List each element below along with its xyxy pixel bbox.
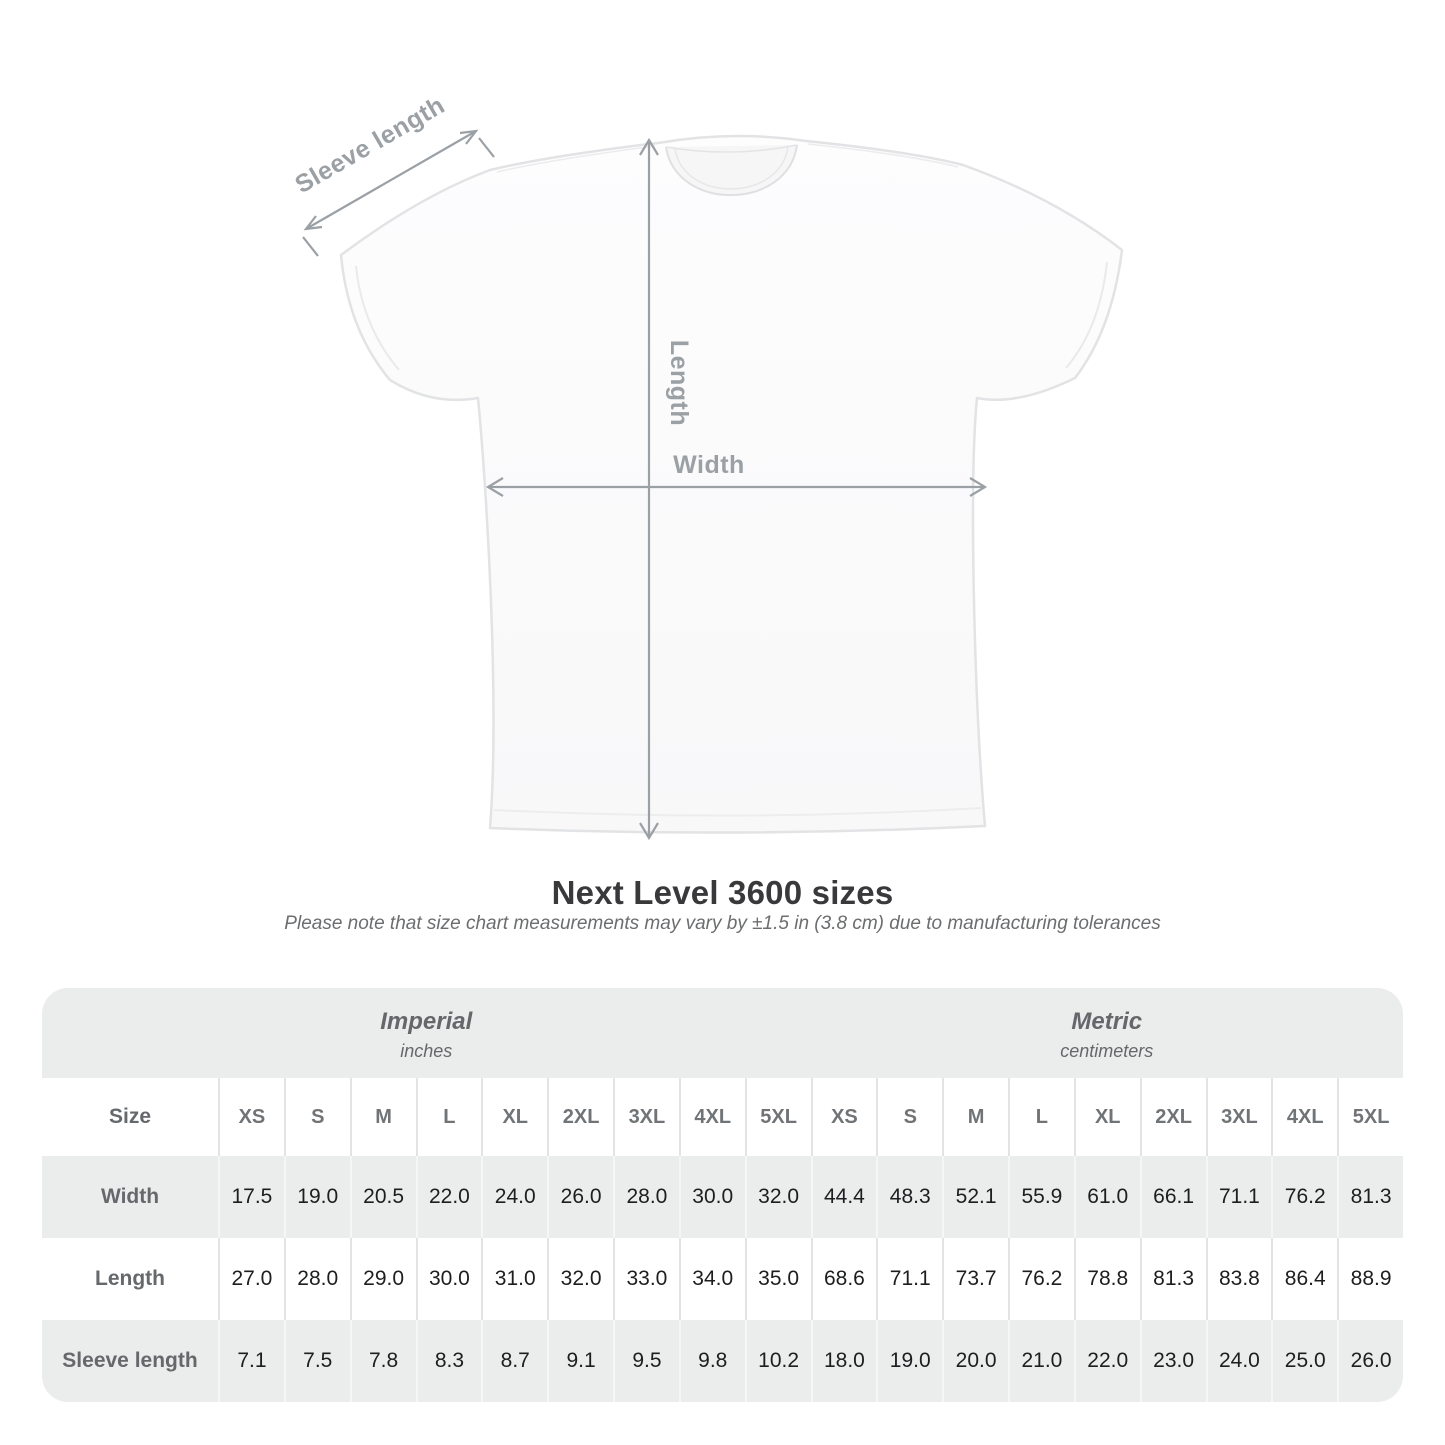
measure-cell: 9.5 bbox=[613, 1320, 679, 1402]
width-label: Width bbox=[673, 451, 745, 479]
imperial-title: Imperial bbox=[380, 1008, 473, 1035]
sleeve-length-label: Sleeve length bbox=[290, 91, 450, 200]
size-col-header: 4XL bbox=[679, 1078, 745, 1156]
size-col-header: XL bbox=[481, 1078, 547, 1156]
measure-cell: 22.0 bbox=[416, 1156, 482, 1238]
measure-cell: 76.2 bbox=[1008, 1238, 1074, 1320]
size-col-header: XS bbox=[811, 1078, 877, 1156]
size-header-row bbox=[42, 1078, 1403, 1156]
measure-cell: 20.0 bbox=[942, 1320, 1008, 1402]
size-col-header: XL bbox=[1074, 1078, 1140, 1156]
measure-cell: 66.1 bbox=[1140, 1156, 1206, 1238]
size-col-header: S bbox=[284, 1078, 350, 1156]
measure-cell: 26.0 bbox=[547, 1156, 613, 1238]
measure-cell: 83.8 bbox=[1206, 1238, 1272, 1320]
row-label: Width bbox=[100, 1185, 160, 1208]
measure-cell: 19.0 bbox=[876, 1320, 942, 1402]
width-row bbox=[42, 1156, 1403, 1238]
measure-cell: 68.6 bbox=[811, 1238, 877, 1320]
sizes-table bbox=[42, 988, 1403, 1402]
size-col-header: 5XL bbox=[745, 1078, 811, 1156]
size-col-header: M bbox=[942, 1078, 1008, 1156]
size-col-header: 2XL bbox=[547, 1078, 613, 1156]
size-col-header: 4XL bbox=[1271, 1078, 1337, 1156]
measure-cell: 35.0 bbox=[745, 1238, 811, 1320]
measure-cell: 33.0 bbox=[613, 1238, 679, 1320]
size-col-header: XS bbox=[218, 1078, 284, 1156]
measure-cell: 8.7 bbox=[481, 1320, 547, 1402]
size-col-header: L bbox=[1008, 1078, 1074, 1156]
measure-cell: 25.0 bbox=[1271, 1320, 1337, 1402]
size-header-label: Size bbox=[108, 1105, 152, 1128]
length-row bbox=[42, 1238, 1403, 1320]
measure-cell: 61.0 bbox=[1074, 1156, 1140, 1238]
measure-cell: 78.8 bbox=[1074, 1238, 1140, 1320]
measure-cell: 17.5 bbox=[218, 1156, 284, 1238]
measure-cell: 76.2 bbox=[1271, 1156, 1337, 1238]
measure-cell: 19.0 bbox=[284, 1156, 350, 1238]
size-col-header: 3XL bbox=[1206, 1078, 1272, 1156]
measure-cell: 32.0 bbox=[547, 1238, 613, 1320]
measure-cell: 7.1 bbox=[218, 1320, 284, 1402]
measure-cell: 29.0 bbox=[350, 1238, 416, 1320]
measure-cell: 10.2 bbox=[745, 1320, 811, 1402]
measure-cell: 31.0 bbox=[481, 1238, 547, 1320]
unit-group-header bbox=[42, 988, 1403, 1078]
measure-cell: 73.7 bbox=[942, 1238, 1008, 1320]
size-col-header: 5XL bbox=[1337, 1078, 1403, 1156]
size-col-header: S bbox=[876, 1078, 942, 1156]
row-label: Length bbox=[95, 1267, 165, 1290]
measure-cell: 8.3 bbox=[416, 1320, 482, 1402]
measure-cell: 30.0 bbox=[416, 1238, 482, 1320]
size-col-header: M bbox=[350, 1078, 416, 1156]
tolerance-note: Please note that size chart measurements may vary by ±1.5 in (3.8 cm) due to manufacturing tolerances bbox=[284, 913, 1161, 934]
measure-cell: 24.0 bbox=[1206, 1320, 1272, 1402]
length-label: Length bbox=[665, 339, 693, 427]
metric-title: Metric bbox=[1071, 1008, 1143, 1035]
measure-cell: 81.3 bbox=[1140, 1238, 1206, 1320]
measure-cell: 48.3 bbox=[876, 1156, 942, 1238]
size-col-header: 2XL bbox=[1140, 1078, 1206, 1156]
measure-cell: 55.9 bbox=[1008, 1156, 1074, 1238]
measure-cell: 9.8 bbox=[679, 1320, 745, 1402]
measure-cell: 18.0 bbox=[811, 1320, 877, 1402]
measure-cell: 71.1 bbox=[876, 1238, 942, 1320]
tshirt-body bbox=[341, 136, 1122, 833]
measure-cell: 9.1 bbox=[547, 1320, 613, 1402]
imperial-group-header bbox=[42, 988, 811, 1078]
measure-cell: 86.4 bbox=[1271, 1238, 1337, 1320]
measure-cell: 26.0 bbox=[1337, 1320, 1403, 1402]
measure-cell: 27.0 bbox=[218, 1238, 284, 1320]
measure-cell: 71.1 bbox=[1206, 1156, 1272, 1238]
measure-cell: 7.8 bbox=[350, 1320, 416, 1402]
size-col-header: L bbox=[416, 1078, 482, 1156]
measure-cell: 23.0 bbox=[1140, 1320, 1206, 1402]
measure-cell: 44.4 bbox=[811, 1156, 877, 1238]
measure-cell: 28.0 bbox=[613, 1156, 679, 1238]
measure-cell: 22.0 bbox=[1074, 1320, 1140, 1402]
measure-cell: 21.0 bbox=[1008, 1320, 1074, 1402]
measure-cell: 7.5 bbox=[284, 1320, 350, 1402]
measure-cell: 34.0 bbox=[679, 1238, 745, 1320]
sleeve-length-row bbox=[42, 1320, 1403, 1402]
imperial-unit: inches bbox=[400, 1041, 453, 1061]
measure-cell: 32.0 bbox=[745, 1156, 811, 1238]
measure-cell: 88.9 bbox=[1337, 1238, 1403, 1320]
metric-group-header bbox=[811, 988, 1404, 1078]
page-title: Next Level 3600 sizes bbox=[551, 874, 894, 911]
measure-cell: 20.5 bbox=[350, 1156, 416, 1238]
size-col-header: 3XL bbox=[613, 1078, 679, 1156]
measure-cell: 81.3 bbox=[1337, 1156, 1403, 1238]
measure-cell: 24.0 bbox=[481, 1156, 547, 1238]
measure-cell: 52.1 bbox=[942, 1156, 1008, 1238]
metric-unit: centimeters bbox=[1060, 1041, 1154, 1061]
measure-cell: 28.0 bbox=[284, 1238, 350, 1320]
row-label: Sleeve length bbox=[62, 1349, 198, 1372]
measure-cell: 30.0 bbox=[679, 1156, 745, 1238]
